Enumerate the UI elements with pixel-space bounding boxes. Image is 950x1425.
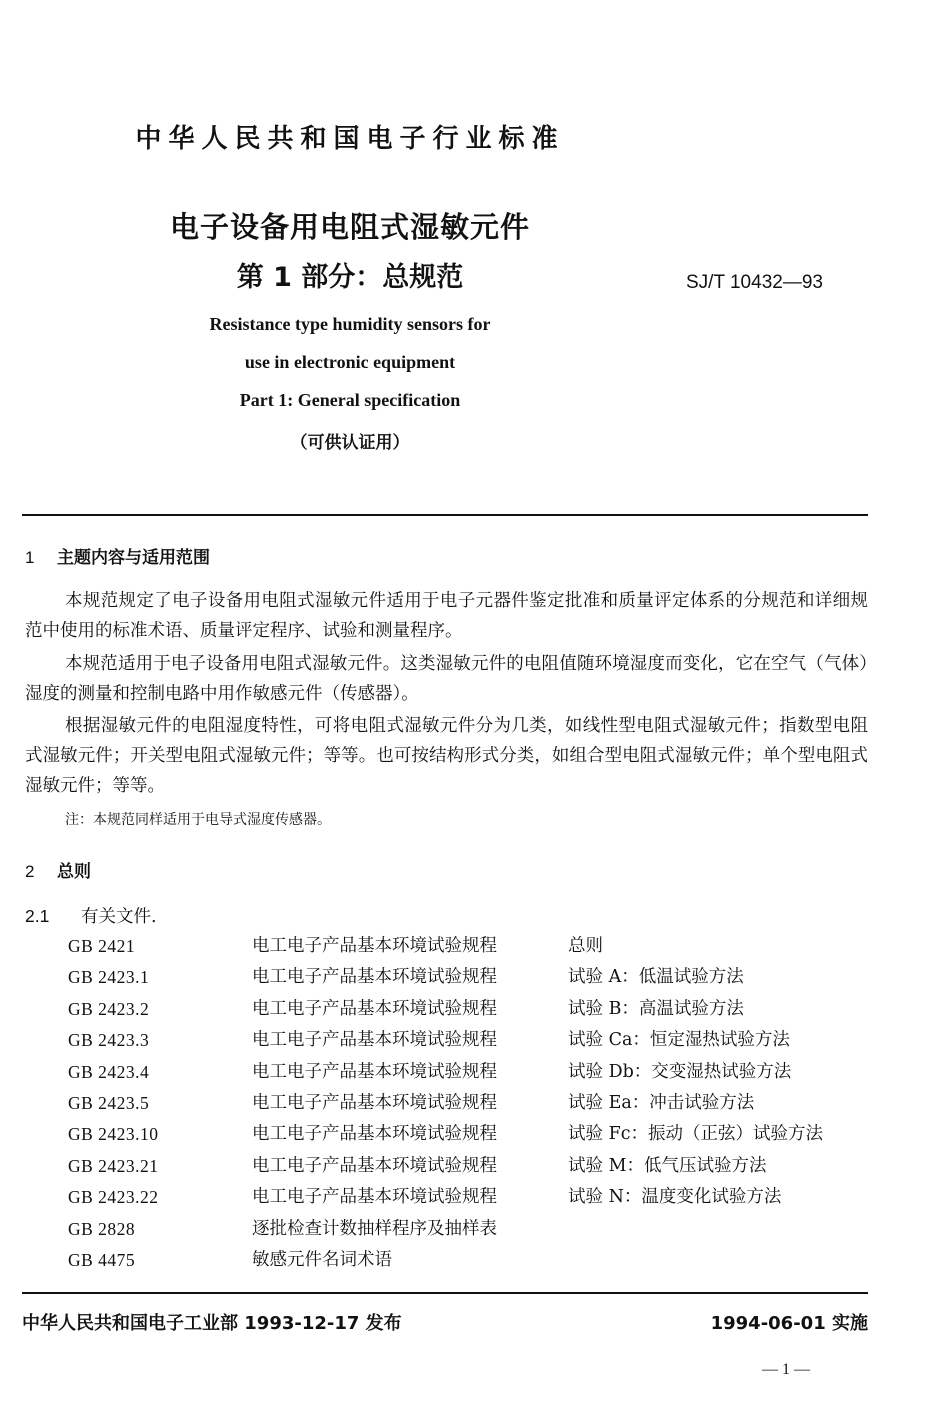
header-title: 中华人民共和国电子行业标准 xyxy=(135,124,565,154)
document-subtitle: 试验 N：温度变化试验方法 xyxy=(568,1187,782,1208)
document-title: 电工电子产品基本环境试验规程 xyxy=(252,1092,497,1113)
section-1-paragraph-3: 根据湿敏元件的电阻湿度特性，可将电阻式湿敏元件分为几类，如线性型电阻式湿敏元件；指数型电阻式湿敏元件；开关型电阻式湿敏元件；等等。也可按结构形式分类，如组合型电阻式湿敏元件；单个型电阻式湿敏元件；等等。 xyxy=(25,716,868,796)
related-document-row xyxy=(0,1245,950,1276)
document-title-en-line3: Part 1: General specification xyxy=(239,390,461,410)
section-1-footnote: 注：本规范同样适用于电导式湿度传感器。 xyxy=(65,812,331,828)
document-code: GB 2423.2 xyxy=(68,998,150,1019)
section-2-1-number: 2.1 xyxy=(25,906,50,926)
related-document-row xyxy=(0,1057,950,1088)
top-divider xyxy=(22,514,868,516)
document-title: 电工电子产品基本环境试验规程 xyxy=(252,1030,497,1051)
section-2-title: 总则 xyxy=(57,862,91,882)
document-subtitle: 试验 A：低温试验方法 xyxy=(568,967,744,988)
section-1-number: 1 xyxy=(25,548,35,567)
effective-date: 1994-06-01 实施 xyxy=(710,1313,868,1334)
document-title-en-line2: use in electronic equipment xyxy=(244,352,456,372)
standard-number: SJ/T 10432—93 xyxy=(686,272,823,293)
section-1-paragraph-1: 本规范规定了电子设备用电阻式湿敏元件适用于电子元器件鉴定批准和质量评定体系的分规范和详细规范中使用的标准术语、质量评定程序、试验和测量程序。 xyxy=(25,591,868,641)
document-subtitle: 总则 xyxy=(568,936,603,956)
document-title: 电工电子产品基本环境试验规程 xyxy=(252,1124,497,1145)
document-subtitle: 试验 Fc：振动（正弦）试验方法 xyxy=(568,1124,824,1145)
document-subtitle: 试验 Ea：冲击试验方法 xyxy=(568,1092,755,1113)
section-2-1-title: 有关文件. xyxy=(81,907,157,927)
document-title: 敏感元件名词术语 xyxy=(252,1249,392,1270)
document-title: 电工电子产品基本环境试验规程 xyxy=(252,1061,497,1082)
section-1-paragraph-2: 本规范适用于电子设备用电阻式湿敏元件。这类湿敏元件的电阻值随环境湿度而变化，它在空气（气体）湿度的测量和控制电路中用作敏感元件（传感器）。 xyxy=(25,654,868,704)
document-code: GB 2423.1 xyxy=(68,967,150,988)
document-code: GB 2421 xyxy=(68,936,136,956)
document-title: 电工电子产品基本环境试验规程 xyxy=(252,936,497,956)
document-code: GB 2423.5 xyxy=(68,1092,150,1113)
related-document-row xyxy=(0,962,950,993)
document-code: GB 2423.3 xyxy=(68,1030,150,1051)
document-title: 逐批检查计数抽样程序及抽样表 xyxy=(252,1218,497,1239)
document-subtitle: 试验 M：低气压试验方法 xyxy=(568,1155,767,1176)
related-document-row xyxy=(0,931,950,962)
document-title: 电工电子产品基本环境试验规程 xyxy=(252,1155,497,1176)
document-title: 电工电子产品基本环境试验规程 xyxy=(252,967,497,988)
document-code: GB 2423.10 xyxy=(68,1124,159,1145)
section-1-title: 主题内容与适用范围 xyxy=(57,548,210,568)
document-code: GB 2423.22 xyxy=(68,1187,159,1208)
document-code: GB 2828 xyxy=(68,1218,136,1239)
document-title-en-line1: Resistance type humidity sensors for xyxy=(209,314,491,334)
bottom-divider xyxy=(22,1292,868,1294)
related-document-row xyxy=(0,994,950,1025)
document-code: GB 2423.21 xyxy=(68,1155,159,1176)
issue-statement: 中华人民共和国电子工业部 1993-12-17 发布 xyxy=(22,1313,402,1334)
document-title-cn: 电子设备用电阻式湿敏元件 xyxy=(169,210,530,244)
section-2-heading xyxy=(25,857,91,882)
related-document-row xyxy=(0,1119,950,1150)
document-title: 电工电子产品基本环境试验规程 xyxy=(252,998,497,1019)
document-code: GB 2423.4 xyxy=(68,1061,150,1082)
related-document-row xyxy=(0,1182,950,1213)
related-document-row xyxy=(0,1214,950,1245)
document-subtitle: 试验 Db：交变湿热试验方法 xyxy=(568,1061,792,1082)
certification-note: （可供认证用） xyxy=(290,433,410,453)
document-subtitle: 试验 Ca：恒定湿热试验方法 xyxy=(568,1030,790,1051)
document-title: 电工电子产品基本环境试验规程 xyxy=(252,1187,497,1208)
document-code: GB 4475 xyxy=(68,1249,136,1270)
related-document-row xyxy=(0,1151,950,1182)
related-document-row xyxy=(0,1088,950,1119)
document-subtitle-cn: 第 1 部分：总规范 xyxy=(236,262,464,293)
page-number: — 1 — xyxy=(762,1361,810,1378)
section-2-1-heading xyxy=(25,903,157,928)
related-documents-list xyxy=(0,931,950,1276)
document-subtitle: 试验 B：高温试验方法 xyxy=(568,998,744,1019)
related-document-row xyxy=(0,1025,950,1056)
section-2-number: 2 xyxy=(25,862,35,881)
section-1-heading xyxy=(25,543,210,568)
